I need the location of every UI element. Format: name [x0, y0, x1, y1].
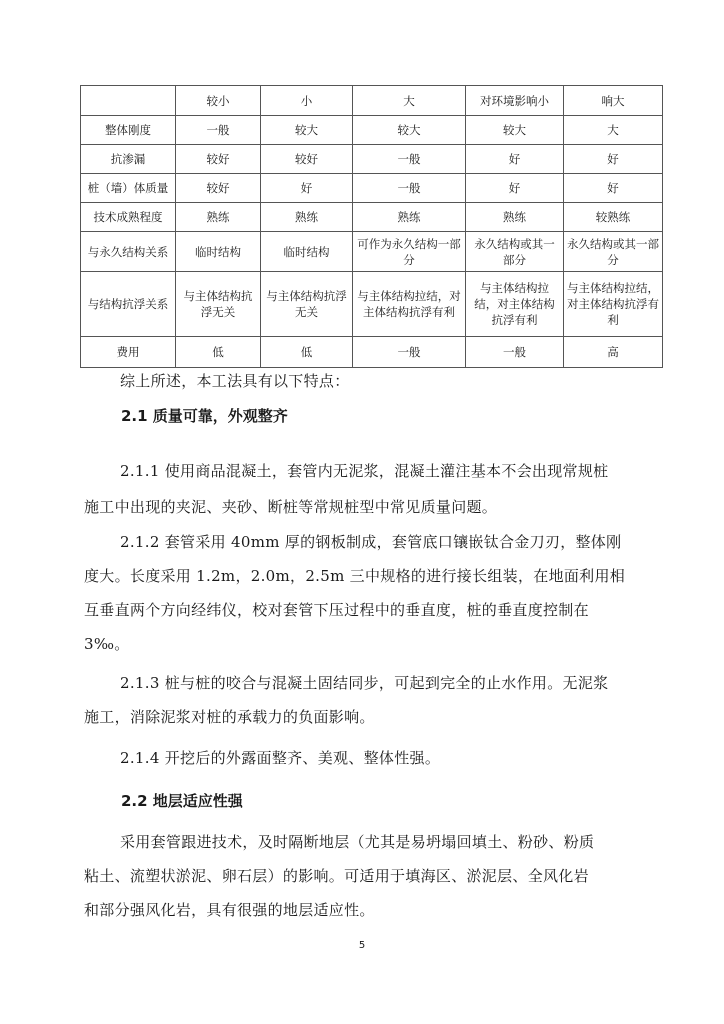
table-cell: 低 — [261, 337, 353, 368]
table-cell: 与主体结构拉结，对主体结构抗浮有利 — [353, 272, 466, 337]
text-line: 和部分强风化岩，具有很强的地层适应性。 — [84, 901, 375, 919]
table-cell: 一般 — [353, 145, 466, 174]
table-cell: 较好 — [176, 145, 261, 174]
section-heading: 2.2 地层适应性强 — [121, 792, 243, 810]
text-line: 2.1.3 桩与桩的咬合与混凝土固结同步，可起到完全的止水作用。无泥浆 — [120, 674, 609, 692]
text-line: 综上所述，本工法具有以下特点： — [120, 372, 350, 390]
row-label: 与结构抗浮关系 — [81, 272, 176, 337]
text-line: 施工，消除泥浆对桩的承载力的负面影响。 — [84, 708, 375, 726]
table-row — [81, 232, 663, 272]
text-line: 2.1.4 开挖后的外露面整齐、美观、整体性强。 — [120, 749, 441, 767]
text-line: 3‰。 — [84, 635, 130, 653]
table-cell: 好 — [261, 174, 353, 203]
page-number: 5 — [358, 940, 366, 951]
table-cell: 好 — [466, 145, 564, 174]
text-line: 度大。长度采用 1.2m，2.0m，2.5m 三中规格的进行接长组装，在地面利用相 — [84, 567, 626, 585]
table-cell: 一般 — [353, 174, 466, 203]
table-row — [81, 116, 663, 145]
table-cell: 与主体结构拉结，对主体结构抗浮有利 — [564, 272, 663, 337]
table-cell: 永久结构或其一部分 — [466, 232, 564, 272]
table-cell: 临时结构 — [261, 232, 353, 272]
row-label: 费用 — [81, 337, 176, 368]
table-cell: 熟练 — [466, 203, 564, 232]
text-line: 2.1.2 套管采用 40mm 厚的钢板制成，套管底口镶嵌钛合金刀刃，整体刚 — [120, 533, 622, 551]
table-cell: 熟练 — [176, 203, 261, 232]
text-line: 施工中出现的夹泥、夹砂、断桩等常规桩型中常见质量问题。 — [84, 498, 498, 516]
paragraph-2-2 — [84, 825, 644, 927]
comparison-table — [80, 85, 663, 368]
table-row — [81, 272, 663, 337]
table-cell: 大 — [564, 116, 663, 145]
table-header-row — [81, 86, 663, 116]
table-cell: 好 — [466, 174, 564, 203]
table-cell: 与主体结构抗浮无关 — [176, 272, 261, 337]
table-cell: 好 — [564, 145, 663, 174]
row-label: 桩（墙）体质量 — [81, 174, 176, 203]
table-header-cell: 大 — [353, 86, 466, 116]
table-cell: 可作为永久结构一部分 — [353, 232, 466, 272]
text-line: 粘土、流塑状淤泥、卵石层）的影响。可适用于填海区、淤泥层、全风化岩 — [84, 867, 589, 885]
table-row — [81, 337, 663, 368]
row-label: 整体刚度 — [81, 116, 176, 145]
table-cell: 临时结构 — [176, 232, 261, 272]
row-label: 抗渗漏 — [81, 145, 176, 174]
table-cell: 较大 — [353, 116, 466, 145]
table-cell: 低 — [176, 337, 261, 368]
table-row — [81, 174, 663, 203]
table-cell: 熟练 — [261, 203, 353, 232]
table-cell: 与主体结构抗浮无关 — [261, 272, 353, 337]
row-label: 技术成熟程度 — [81, 203, 176, 232]
table-cell: 与主体结构拉结，对主体结构抗浮有利 — [466, 272, 564, 337]
table-row — [81, 203, 663, 232]
table-cell: 熟练 — [353, 203, 466, 232]
table-cell: 较大 — [261, 116, 353, 145]
text-line: 采用套管跟进技术，及时隔断地层（尤其是易坍塌回填土、粉砂、粉质 — [120, 833, 595, 851]
paragraph-2-1-3 — [84, 666, 644, 734]
paragraph-2-1-2 — [84, 525, 644, 661]
table-cell: 一般 — [176, 116, 261, 145]
table-cell: 好 — [564, 174, 663, 203]
row-label: 与永久结构关系 — [81, 232, 176, 272]
table-cell: 较熟练 — [564, 203, 663, 232]
table-header-cell: 较小 — [176, 86, 261, 116]
table-header-cell: 小 — [261, 86, 353, 116]
table-header-cell — [81, 86, 176, 116]
table-cell: 一般 — [353, 337, 466, 368]
table-cell: 较好 — [176, 174, 261, 203]
table-row — [81, 145, 663, 174]
paragraph-2-1-4 — [84, 741, 644, 775]
table-cell: 较大 — [466, 116, 564, 145]
table-cell: 较好 — [261, 145, 353, 174]
section-heading: 2.1 质量可靠，外观整齐 — [121, 407, 288, 425]
table-header-cell: 对环境影响小 — [466, 86, 564, 116]
paragraph-2-1-1 — [84, 453, 644, 525]
table-cell: 永久结构或其一部分 — [564, 232, 663, 272]
table-header-cell: 响大 — [564, 86, 663, 116]
table-cell: 高 — [564, 337, 663, 368]
intro-paragraph — [84, 369, 644, 393]
text-line: 2.1.1 使用商品混凝土，套管内无泥浆，混凝土灌注基本不会出现常规桩 — [120, 462, 609, 480]
table-cell: 一般 — [466, 337, 564, 368]
text-line: 互垂直两个方向经纬仪，校对套管下压过程中的垂直度，桩的垂直度控制在 — [84, 601, 589, 619]
